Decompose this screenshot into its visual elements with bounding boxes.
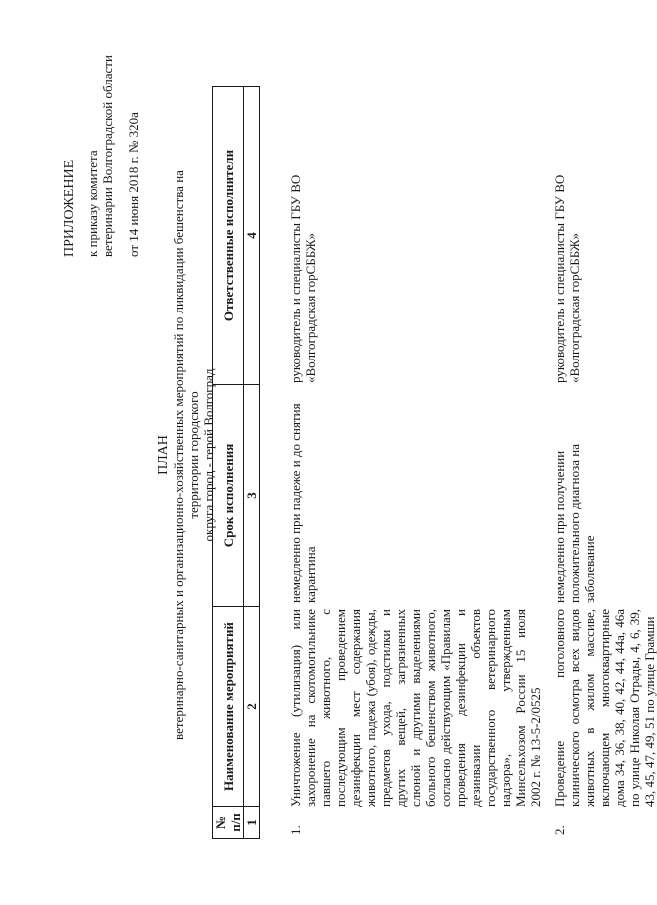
row-number: 1. — [288, 825, 303, 835]
header-term: Срок исполнения — [213, 385, 244, 607]
header-name: Наименование мероприятий — [213, 607, 244, 807]
plan-subtitle-line-2: округа город - герой Волгоград — [201, 368, 216, 542]
appendix-date: от 14 июня 2018 г. № 320а — [126, 112, 141, 257]
appendix-block — [62, 27, 141, 257]
header-responsible: Ответственные исполнители — [213, 87, 244, 385]
header-index-2: 2 — [244, 607, 260, 807]
plan-title: ПЛАН — [156, 435, 171, 475]
header-index-4: 4 — [244, 87, 260, 385]
row-responsible: руководитель и специалисты ГБУ ВО «Волгоградская горСББЖ» — [288, 174, 318, 383]
plan-heading — [156, 155, 216, 755]
appendix-line-2: ветеринарии Волгоградской области — [100, 55, 115, 257]
header-index-1: 1 — [244, 807, 260, 839]
row-activity: Проведение поголовного клинического осмотра всех видов животных в жилом массиве, включающем многоквартирные дома 34, 36, 38, 40, 42, 44, 44а, 46а по улице Николая Отрады, 4, 6, 39, 43, 45, 47, 49, 51 по улице Грамши — [552, 609, 657, 807]
row-activity: Уничтожение (утилизация) или захоронение на скотомогильнике павшего животного, с последующим проведением дезинфекции мест содержания животного, падежа (убоя), одежды, предметов ухода, подстилки и других вещей, загрязненных слюной и другими выделениями больного бешенством животного, согласно действующим «Правилам проведения дезинфекции и дезинвазии объектов государственного ветеринарного надзора», утвержденным Минсельхозом России 15 июля 2002 г. № 13-5-2/0525 — [288, 609, 543, 807]
header-num: № п/п — [213, 807, 244, 839]
appendix-line-1: к приказу комитета — [85, 150, 100, 257]
plan-table-header — [212, 86, 260, 839]
plan-rows — [288, 87, 657, 839]
row-term: немедленно при получении положительного диагноза на заболевание — [552, 444, 597, 603]
appendix-title: ПРИЛОЖЕНИЕ — [62, 159, 77, 257]
header-index-3: 3 — [244, 385, 260, 607]
table-row — [552, 87, 657, 839]
plan-subtitle-line-1: ветеринарно-санитарных и организационно-хозяйственных мероприятий по ликвидации бешенства на территории городского — [171, 170, 201, 740]
table-row — [288, 87, 543, 839]
row-number: 2. — [552, 825, 567, 835]
row-term: немедленно при падеже и до снятия карантина — [288, 403, 318, 603]
row-responsible: руководитель и специалисты ГБУ ВО «Волгоградская горСББЖ» — [552, 174, 582, 383]
